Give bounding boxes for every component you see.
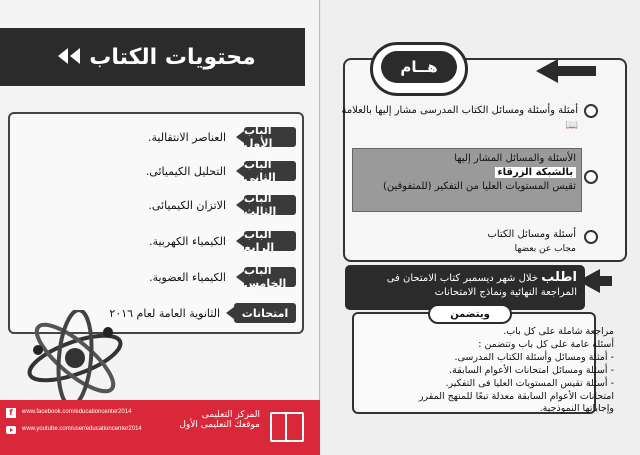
toc-row <box>10 126 302 148</box>
arrow-icon <box>226 307 234 319</box>
big-arrow-icon <box>578 269 600 293</box>
arrow-icon <box>236 165 244 177</box>
book-logo-icon <box>270 412 304 442</box>
brand-text <box>179 410 260 430</box>
list-item: مراجعة شاملة على كل باب. <box>503 326 614 337</box>
chapter-title: الثانوية العامة لعام ٢٠١٦ <box>109 306 220 320</box>
facebook-link[interactable]: www.facebook.com/educationcenter2014 <box>22 409 132 415</box>
includes-badge: ويتضمن <box>428 304 512 324</box>
double-arrow-icon <box>58 48 80 64</box>
book-icon: 📖 <box>565 120 578 131</box>
chapter-title: الكيمياء العضوية. <box>149 270 226 284</box>
chapter-title: التحليل الكيميائى. <box>145 164 226 178</box>
note2-line1: الأسئلة والمسائل المشار إليها <box>454 153 576 164</box>
blue-net-label: بالشبكة الزرقاء <box>495 167 576 178</box>
cloud-badge <box>370 42 468 96</box>
note-answered <box>352 228 576 256</box>
chapter-title: الاتزان الكيميائى. <box>148 198 226 212</box>
note2-line2: تقيس المستويات العليا من التفكير (للمتفوقين) <box>382 181 576 192</box>
chapter-label: امتحانات <box>234 303 296 323</box>
ask-word: اطلب <box>541 270 577 285</box>
big-arrow-icon <box>536 59 558 83</box>
arrow-icon <box>236 235 244 247</box>
arrow-icon <box>236 271 244 283</box>
youtube-link[interactable]: www.youtube.com/user/educationcenter2014 <box>22 426 142 432</box>
chapter-label: الباب الثالث <box>244 195 296 215</box>
toc-row <box>10 230 302 252</box>
chapter-label: الباب الثانى <box>244 161 296 181</box>
arrow-icon <box>236 131 244 143</box>
toc-list <box>8 112 304 334</box>
bullet-icon <box>584 104 598 118</box>
toc-title: محتويات الكتاب <box>89 44 256 70</box>
note-textbook-questions <box>340 103 578 133</box>
list-item: - أسئلة ومسائل امتحانات الأعوام السابقة. <box>449 365 614 376</box>
arrow-icon <box>236 199 244 211</box>
youtube-icon <box>6 426 16 434</box>
facebook-icon: f <box>6 408 16 418</box>
toc-row <box>10 194 302 216</box>
chapter-label: الباب الأول <box>244 127 296 147</box>
footer-bar <box>0 400 320 455</box>
brand-line1: المركز التعليمى <box>201 410 260 420</box>
toc-row <box>10 266 302 288</box>
brand-line2: موقعك التعليمى الأول <box>179 420 260 430</box>
note3-line1: أسئلة ومسائل الكتاب <box>487 229 576 240</box>
note-higher-levels <box>352 152 576 194</box>
important-label: هــام <box>381 51 457 83</box>
note3-line2: مجاب عن بعضها <box>514 244 576 254</box>
chapter-title: العناصر الانتقالية. <box>148 130 226 144</box>
ask-text: خلال شهر ديسمبر كتاب الامتحان فى المراجعة النهائية ونماذج الامتحانات <box>386 273 577 298</box>
atom-icon <box>20 310 130 400</box>
toc-row <box>10 160 302 182</box>
list-item: امتحانات الأعوام السابقة معدلة تبعًا للمنهج المقرر وإجاباتها النموذجية. <box>418 391 614 414</box>
list-item: أسئلة عامة على كل باب وتتضمن : <box>478 339 614 350</box>
bullet-icon <box>584 170 598 184</box>
bullet-icon <box>584 230 598 244</box>
chapter-title: الكيمياء الكهربية. <box>149 234 226 248</box>
chapter-label: الباب الرابع <box>244 231 296 251</box>
arrow-tail <box>556 66 596 76</box>
note1-text: أمثلة وأسئلة ومسائل الكتاب المدرسى مشار إليها بالعلامة <box>341 105 578 116</box>
chapter-label: الباب الخامس <box>244 267 296 287</box>
list-item: - أمثلة ومسائل وأسئلة الكتاب المدرسى. <box>454 352 614 363</box>
list-item: - أسئلة تقيس المستويات العليا فى التفكير. <box>445 378 614 389</box>
toc-header <box>0 28 305 86</box>
